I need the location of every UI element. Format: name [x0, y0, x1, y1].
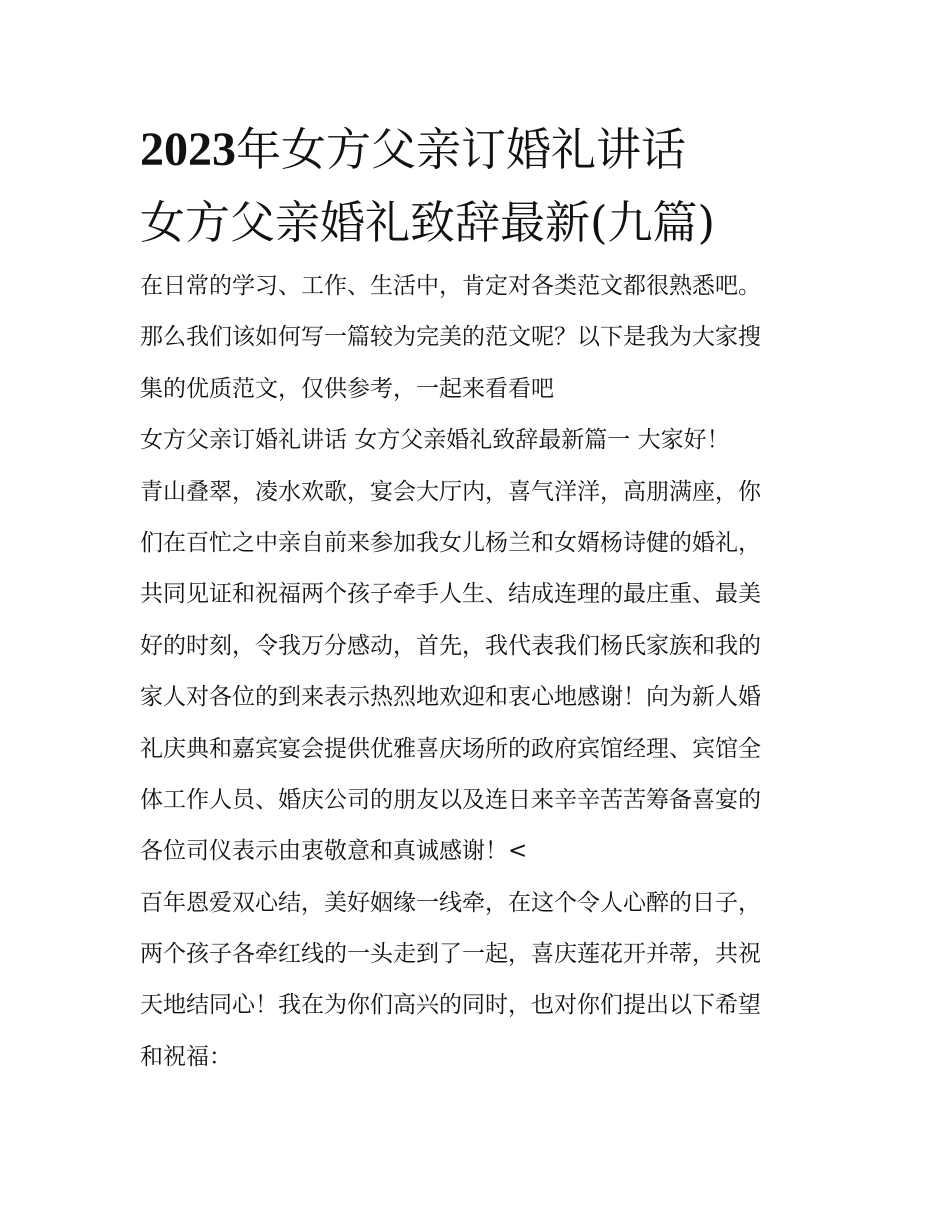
title-line-1-text: 年女方父亲订婚礼讲话: [236, 123, 687, 176]
document-page: [140, 118, 820, 1083]
body-line: 共同见证和祝福两个孩子牵手人生、结成连理的最庄重、最美: [140, 581, 761, 608]
body-line: 各位司仪表示由衷敬意和真诚感谢！<: [140, 838, 528, 865]
body-line: 体工作人员、婚庆公司的朋友以及连日来辛辛苦苦筹备喜宴的: [140, 786, 761, 813]
title-year: 2023: [140, 123, 236, 176]
body-line: 在日常的学习、工作、生活中，肯定对各类范文都很熟悉吧。: [140, 273, 761, 299]
document-body: [140, 261, 820, 1083]
document-title-line-2: 女方父亲婚礼致辞最新(九篇): [140, 196, 716, 249]
body-line: 两个孩子各牵红线的一头走到了一起，喜庆莲花开并蒂，共祝: [140, 941, 761, 968]
body-line: 礼庆典和嘉宾宴会提供优雅喜庆场所的政府宾馆经理、宾馆全: [140, 735, 761, 762]
body-line: 们在百忙之中亲自前来参加我女儿杨兰和女婿杨诗健的婚礼，: [140, 529, 761, 556]
body-line: 百年恩爱双心结，美好姻缘一线牵，在这个令人心醉的日子，: [140, 889, 761, 916]
document-title-line-1: [140, 118, 820, 182]
body-line: 那么我们该如何写一篇较为完美的范文呢？以下是我为大家搜: [140, 324, 761, 351]
body-line: 天地结同心！我在为你们高兴的同时，也对你们提出以下希望: [140, 992, 761, 1019]
body-line: 青山叠翠，凌水欢歌，宴会大厅内，喜气洋洋，高朋满座，你: [140, 478, 761, 505]
body-line: 好的时刻，令我万分感动，首先，我代表我们杨氏家族和我的: [140, 632, 761, 659]
body-line: 集的优质范文，仅供参考，一起来看看吧: [140, 375, 554, 402]
body-line: 家人对各位的到来表示热烈地欢迎和衷心地感谢！向为新人婚: [140, 684, 761, 711]
section-heading-line: 女方父亲订婚礼讲话 女方父亲婚礼致辞最新篇一 大家好！: [140, 427, 730, 454]
body-line: 和祝福：: [140, 1043, 232, 1070]
